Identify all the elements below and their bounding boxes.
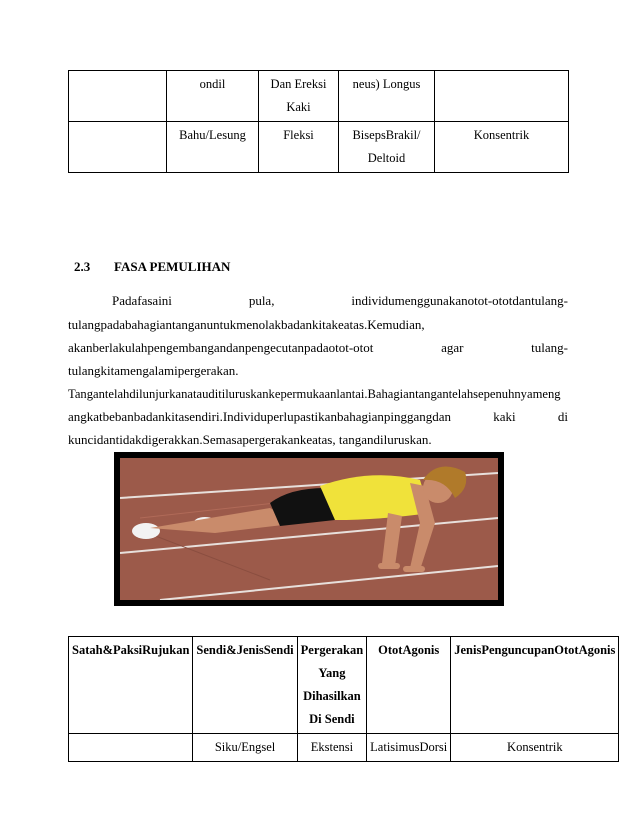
paragraph-line: tulangpadabahagiantanganuntukmenolakbadankitakeatas.Kemudian, [68,317,425,332]
table-cell: Ekstensi [297,734,366,762]
paragraph-line: kuncidantidakdigerakkan.Semasapergerakankeatas, tangandiluruskan. [68,432,432,447]
paragraph-line [68,339,568,357]
table-cell [69,122,167,173]
text-segment: individumenggunakanotot-ototdantulang- [351,293,568,308]
column-header: JenisPenguncupanOtotAgonis [451,637,619,734]
bottom-table [68,636,619,762]
table-cell: Konsentrik [451,734,619,762]
column-header: Pergerakan Yang Dihasilkan Di Sendi [297,637,366,734]
table-row [69,71,569,122]
table-cell: BisepsBrakil/ Deltoid [339,122,435,173]
paragraph-line [112,292,568,310]
paragraph-line: Tangantelahdilunjurkanatauditiluruskankepermukaanlantai.Bahagiantangantelahsepenuhnyameng [68,387,561,401]
text-segment: pula, [248,293,275,308]
column-header: Satah&PaksiRujukan [69,637,193,734]
text-segment: kaki [493,409,516,424]
text-segment: akanberlakulahpengembangandanpengecutanpadaotot-otot [68,340,374,355]
table-cell [69,71,167,122]
table-row [69,734,619,762]
table-cell: Dan Ereksi Kaki [259,71,339,122]
table-header-row [69,637,619,734]
table-cell: Siku/Engsel [193,734,297,762]
table-cell: Bahu/Lesung [167,122,259,173]
table-cell: ondil [167,71,259,122]
section-number: 2.3 [74,259,91,274]
push-up-photo [114,452,504,606]
table-cell: LatisimusDorsi [367,734,451,762]
text-segment: angkatbebanbadankitasendiri.Individuperlupastikanbahagianpinggangdan [68,409,452,424]
top-table [68,70,569,173]
text-segment: tulang- [531,340,568,355]
table-cell: Konsentrik [435,122,569,173]
text-segment: di [557,409,568,424]
paragraph-line [68,408,568,426]
column-header: Sendi&JenisSendi [193,637,297,734]
column-header: OtotAgonis [367,637,451,734]
section-title: FASA PEMULIHAN [114,259,231,274]
table-cell: neus) Longus [339,71,435,122]
table-row [69,122,569,173]
paragraph-line: tulangkitamengalamipergerakan. [68,363,239,378]
table-cell [69,734,193,762]
text-segment: agar [441,340,464,355]
text-segment: Padafasaini [112,293,172,308]
table-cell: Fleksi [259,122,339,173]
table-cell [435,71,569,122]
push-up-photo-icon [120,458,498,600]
